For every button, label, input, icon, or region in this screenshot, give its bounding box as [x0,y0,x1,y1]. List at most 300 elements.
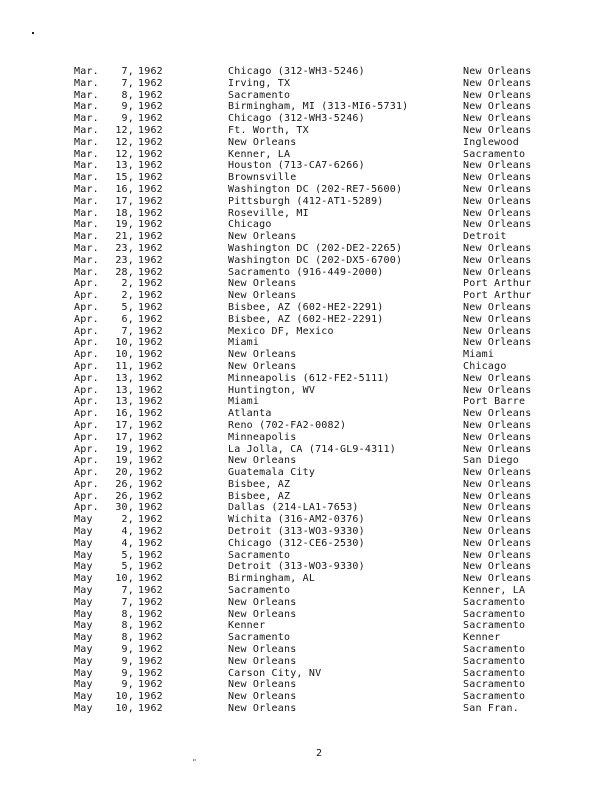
row-origin: New Orleans [228,703,297,715]
row-origin: Washington DC (202-DE2-2265) [228,242,403,254]
row-origin: Huntington, WV [228,384,316,396]
row-origin: Birmingham, MI (313-MI6-5731) [228,101,409,113]
row-month: Mar. [74,124,99,136]
log-row [74,267,554,279]
row-origin: Bisbee, AZ (602-HE2-2291) [228,301,384,313]
row-year: 1962 [138,667,163,679]
row-month: Apr. [74,337,99,349]
scan-speck [32,32,34,34]
row-day: 7, [121,66,134,77]
row-day: 12, [115,124,134,136]
row-origin: New Orleans [228,231,297,243]
row-day: 19, [115,443,134,455]
row-destination: Sacramento [463,608,526,620]
row-year: 1962 [138,467,163,479]
row-origin: Atlanta [228,408,272,420]
row-month: May [74,608,93,620]
row-year: 1962 [138,124,163,136]
row-year: 1962 [138,160,163,172]
row-destination: New Orleans [463,183,532,195]
row-month: May [74,514,93,526]
row-year: 1962 [138,561,163,573]
row-destination: Port Arthur [463,278,532,290]
row-month: Mar. [74,160,99,172]
row-origin: New Orleans [228,679,297,691]
log-row [74,278,554,290]
row-day: 13, [115,372,134,384]
row-month: Mar. [74,183,99,195]
log-row [74,467,554,479]
row-day: 9, [121,667,134,679]
row-origin: Birmingham, AL [228,573,316,585]
row-month: May [74,644,93,656]
row-year: 1962 [138,573,163,585]
row-origin: Irving, TX [228,77,291,89]
row-destination: New Orleans [463,490,532,502]
row-year: 1962 [138,183,163,195]
row-year: 1962 [138,278,163,290]
row-origin: La Jolla, CA (714-GL9-4311) [228,443,396,455]
row-destination: New Orleans [463,101,532,113]
row-destination: Miami [463,349,495,361]
row-origin: New Orleans [228,655,297,667]
log-row [74,656,554,668]
row-origin: Brownsville [228,172,297,184]
row-month: May [74,549,93,561]
log-row [74,113,554,125]
log-row [74,491,554,503]
row-destination: New Orleans [463,443,532,455]
log-row [74,432,554,444]
row-year: 1962 [138,537,163,549]
row-month: May [74,561,93,573]
row-day: 18, [115,207,134,219]
row-month: May [74,573,93,585]
row-month: May [74,537,93,549]
log-row [74,125,554,137]
row-year: 1962 [138,526,163,538]
row-day: 4, [121,537,134,549]
row-day: 9, [121,644,134,656]
row-origin: New Orleans [228,596,297,608]
row-destination: New Orleans [463,408,532,420]
row-day: 23, [115,254,134,266]
row-origin: Bisbee, AZ [228,478,291,490]
log-row [74,101,554,113]
row-day: 26, [115,478,134,490]
row-destination: New Orleans [463,266,532,278]
row-destination: New Orleans [463,124,532,136]
row-destination: Inglewood [463,136,519,148]
row-destination: New Orleans [463,514,532,526]
row-year: 1962 [138,408,163,420]
row-destination: New Orleans [463,195,532,207]
row-month: May [74,526,93,538]
row-origin: Chicago (312-WH3-5246) [228,113,365,125]
row-year: 1962 [138,455,163,467]
row-year: 1962 [138,596,163,608]
row-origin: Minneapolis (612-FE2-5111) [228,372,390,384]
row-day: 2, [121,290,134,302]
row-month: May [74,585,93,597]
log-row [74,66,554,78]
row-month: May [74,632,93,644]
row-month: Mar. [74,101,99,113]
row-year: 1962 [138,313,163,325]
log-row [74,526,554,538]
row-day: 4, [121,526,134,538]
row-destination: Port Barre [463,396,526,408]
log-row [74,326,554,338]
log-row [74,420,554,432]
row-origin: New Orleans [228,278,297,290]
log-row [74,691,554,703]
row-year: 1962 [138,384,163,396]
row-day: 19, [115,455,134,467]
row-day: 9, [121,113,134,125]
row-month: Apr. [74,455,99,467]
row-destination: Detroit [463,231,507,243]
row-year: 1962 [138,396,163,408]
row-year: 1962 [138,443,163,455]
log-row [74,620,554,632]
row-origin: New Orleans [228,349,297,361]
row-year: 1962 [138,620,163,632]
row-destination: Sacramento [463,667,526,679]
log-row [74,644,554,656]
row-destination: New Orleans [463,502,532,514]
row-month: Apr. [74,325,99,337]
row-origin: Wichita (316-AM2-0376) [228,514,365,526]
row-month: Mar. [74,172,99,184]
row-destination: Sacramento [463,655,526,667]
row-day: 8, [121,89,134,101]
row-origin: New Orleans [228,608,297,620]
row-day: 21, [115,231,134,243]
row-day: 5, [121,561,134,573]
log-row [74,231,554,243]
log-row [74,196,554,208]
row-destination: New Orleans [463,219,532,231]
row-day: 16, [115,408,134,420]
row-destination: New Orleans [463,384,532,396]
row-origin: New Orleans [228,290,297,302]
log-row [74,502,554,514]
row-day: 13, [115,384,134,396]
row-destination: New Orleans [463,561,532,573]
row-destination: Kenner, LA [463,585,526,597]
row-year: 1962 [138,207,163,219]
row-origin: Kenner [228,620,266,632]
row-month: Mar. [74,266,99,278]
row-origin: Sacramento [228,585,291,597]
row-destination: Kenner [463,632,501,644]
row-origin: Guatemala City [228,467,316,479]
row-destination: San Fran. [463,703,519,715]
row-origin: Bisbee, AZ (602-HE2-2291) [228,313,384,325]
row-destination: Sacramento [463,620,526,632]
row-destination: New Orleans [463,172,532,184]
row-destination: New Orleans [463,207,532,219]
row-day: 10, [115,349,134,361]
row-origin: Chicago (312-WH3-5246) [228,66,365,77]
row-day: 23, [115,242,134,254]
row-origin: Sacramento [228,632,291,644]
row-day: 13, [115,396,134,408]
row-month: Apr. [74,419,99,431]
row-origin: Pittsburgh (412-AT1-5289) [228,195,384,207]
row-origin: Mexico DF, Mexico [228,325,334,337]
row-year: 1962 [138,478,163,490]
row-year: 1962 [138,219,163,231]
log-row [74,573,554,585]
row-month: Mar. [74,148,99,160]
log-row [74,302,554,314]
row-destination: Chicago [463,360,507,372]
log-row [74,668,554,680]
log-row [74,184,554,196]
row-month: May [74,703,93,715]
row-day: 26, [115,490,134,502]
row-year: 1962 [138,360,163,372]
row-day: 13, [115,160,134,172]
row-month: Apr. [74,360,99,372]
row-month: Apr. [74,384,99,396]
row-destination: New Orleans [463,549,532,561]
row-month: May [74,691,93,703]
row-origin: Sacramento [228,549,291,561]
log-row [74,137,554,149]
row-month: Apr. [74,301,99,313]
log-row [74,538,554,550]
row-year: 1962 [138,101,163,113]
row-year: 1962 [138,325,163,337]
row-destination: San Diego [463,455,519,467]
row-destination: New Orleans [463,160,532,172]
row-year: 1962 [138,301,163,313]
row-day: 10, [115,703,134,715]
row-year: 1962 [138,172,163,184]
row-month: Mar. [74,66,99,77]
log-row [74,90,554,102]
row-origin: Chicago [228,219,272,231]
row-year: 1962 [138,502,163,514]
row-destination: New Orleans [463,254,532,266]
row-year: 1962 [138,585,163,597]
log-row [74,609,554,621]
row-month: Apr. [74,372,99,384]
row-destination: New Orleans [463,337,532,349]
log-row [74,679,554,691]
row-month: Apr. [74,490,99,502]
row-day: 10, [115,691,134,703]
row-year: 1962 [138,337,163,349]
log-row [74,373,554,385]
row-day: 5, [121,301,134,313]
row-destination: New Orleans [463,325,532,337]
row-month: May [74,620,93,632]
row-day: 7, [121,77,134,89]
row-year: 1962 [138,136,163,148]
row-month: Mar. [74,207,99,219]
row-year: 1962 [138,632,163,644]
row-destination: New Orleans [463,526,532,538]
row-destination: New Orleans [463,89,532,101]
row-year: 1962 [138,242,163,254]
row-origin: Carson City, NV [228,667,322,679]
row-year: 1962 [138,266,163,278]
row-year: 1962 [138,655,163,667]
row-destination: Sacramento [463,596,526,608]
row-destination: New Orleans [463,242,532,254]
row-year: 1962 [138,644,163,656]
row-month: May [74,655,93,667]
row-year: 1962 [138,349,163,361]
log-row [74,444,554,456]
row-day: 28, [115,266,134,278]
row-day: 2, [121,278,134,290]
row-month: May [74,679,93,691]
log-row [74,632,554,644]
row-month: Mar. [74,89,99,101]
row-origin: Detroit (313-WO3-9330) [228,526,365,538]
row-month: Apr. [74,431,99,443]
row-year: 1962 [138,608,163,620]
row-year: 1962 [138,231,163,243]
row-destination: New Orleans [463,372,532,384]
row-origin: New Orleans [228,691,297,703]
log-row [74,455,554,467]
row-month: Mar. [74,136,99,148]
row-day: 5, [121,549,134,561]
log-row [74,149,554,161]
log-row [74,160,554,172]
row-destination: New Orleans [463,431,532,443]
row-year: 1962 [138,490,163,502]
log-row [74,408,554,420]
row-destination: New Orleans [463,419,532,431]
row-day: 17, [115,419,134,431]
row-year: 1962 [138,113,163,125]
row-day: 6, [121,313,134,325]
row-month: Apr. [74,467,99,479]
row-destination: New Orleans [463,301,532,313]
row-day: 8, [121,632,134,644]
row-year: 1962 [138,66,163,77]
row-origin: Miami [228,337,260,349]
row-origin: Reno (702-FA2-0082) [228,419,347,431]
row-year: 1962 [138,148,163,160]
row-destination: Sacramento [463,148,526,160]
row-year: 1962 [138,514,163,526]
row-month: May [74,596,93,608]
row-day: 8, [121,608,134,620]
row-origin: Washington DC (202-DX5-6700) [228,254,403,266]
row-day: 20, [115,467,134,479]
row-destination: New Orleans [463,113,532,125]
row-origin: Houston (713-CA7-6266) [228,160,365,172]
log-row [74,337,554,349]
row-origin: New Orleans [228,455,297,467]
row-year: 1962 [138,549,163,561]
row-destination: New Orleans [463,467,532,479]
log-row [74,585,554,597]
row-origin: Bisbee, AZ [228,490,291,502]
log-row [74,78,554,90]
row-origin: New Orleans [228,644,297,656]
row-day: 30, [115,502,134,514]
log-row [74,219,554,231]
row-origin: Sacramento (916-449-2000) [228,266,384,278]
row-year: 1962 [138,372,163,384]
row-day: 17, [115,195,134,207]
row-origin: New Orleans [228,136,297,148]
row-month: Apr. [74,443,99,455]
row-month: Apr. [74,290,99,302]
row-month: Apr. [74,478,99,490]
row-origin: Chicago (312-CE6-2530) [228,537,365,549]
row-destination: Port Arthur [463,290,532,302]
row-month: Apr. [74,502,99,514]
row-month: Mar. [74,254,99,266]
row-day: 10, [115,573,134,585]
row-day: 15, [115,172,134,184]
row-year: 1962 [138,679,163,691]
row-destination: Sacramento [463,644,526,656]
row-year: 1962 [138,419,163,431]
row-destination: New Orleans [463,573,532,585]
row-year: 1962 [138,89,163,101]
row-day: 19, [115,219,134,231]
row-day: 10, [115,337,134,349]
row-month: Mar. [74,77,99,89]
row-month: Mar. [74,195,99,207]
row-month: Apr. [74,408,99,420]
row-month: Mar. [74,219,99,231]
stray-mark: " [192,758,197,767]
row-year: 1962 [138,431,163,443]
log-row [74,385,554,397]
row-destination: Sacramento [463,679,526,691]
row-origin: Minneapolis [228,431,297,443]
log-row [74,479,554,491]
log-row [74,349,554,361]
row-origin: Kenner, LA [228,148,291,160]
row-destination: New Orleans [463,77,532,89]
row-month: Mar. [74,231,99,243]
row-origin: Dallas (214-LA1-7653) [228,502,359,514]
log-row [74,550,554,562]
row-day: 9, [121,679,134,691]
row-origin: Washington DC (202-RE7-5600) [228,183,403,195]
row-day: 9, [121,655,134,667]
row-year: 1962 [138,77,163,89]
row-month: Apr. [74,278,99,290]
row-day: 12, [115,136,134,148]
row-year: 1962 [138,290,163,302]
row-year: 1962 [138,691,163,703]
row-destination: New Orleans [463,313,532,325]
row-day: 17, [115,431,134,443]
log-row [74,361,554,373]
log-row [74,597,554,609]
log-row [74,243,554,255]
log-row [74,208,554,220]
row-month: Apr. [74,313,99,325]
log-row [74,172,554,184]
call-log-table [74,66,554,715]
row-origin: Ft. Worth, TX [228,124,309,136]
